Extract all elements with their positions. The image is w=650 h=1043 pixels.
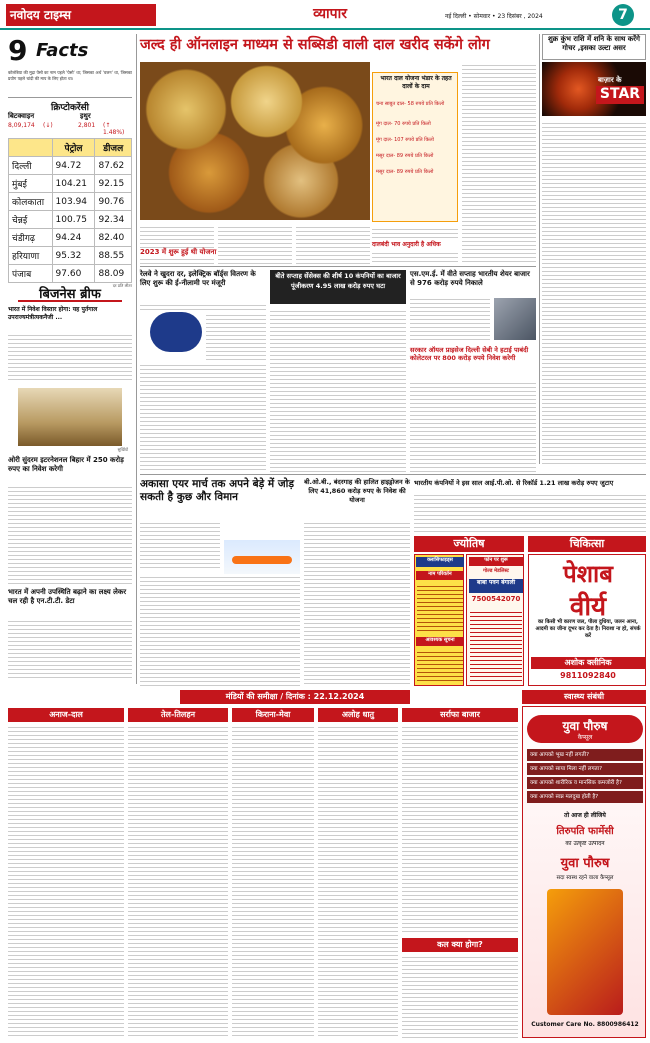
masthead (0, 0, 650, 30)
yuva-product-box (547, 889, 623, 1015)
market-banner: मंडियों की समीक्षा / दिनांक : 22.12.2024 (180, 690, 410, 704)
dal-box (372, 72, 458, 222)
yuva-q3: क्या आपको शारीरिक व मानसिक कमजोरी है? (527, 777, 643, 789)
veerya-word: वीर्य (569, 592, 607, 622)
diesel-cell: 88.09 (95, 265, 132, 283)
table-row (9, 175, 132, 193)
crypto-btc-value: 8,09,174 (8, 122, 35, 129)
star-badge-top: बाज़ार के (598, 76, 622, 84)
sunil-headline: सरकार ऑयल प्राइसेज दिल्ली सेबी ने हटाई पाबंदी कोलेटरल पर 800 करोड़ रुपये निवेश करेगी (410, 346, 529, 362)
page-number: 7 (612, 4, 634, 26)
yuva-sub: कैप्सूल (577, 734, 593, 741)
dal-text-col-1 (140, 224, 214, 264)
dal-text-col-3 (296, 224, 370, 264)
market-col-grocery-text (232, 724, 314, 1038)
name-change-title: नाम परिवर्तन (416, 571, 464, 580)
crypto-box (8, 100, 132, 134)
brief-text-1 (8, 332, 132, 382)
kal-kya-header: कल क्या होगा? (402, 938, 518, 952)
brief-title: बिजनेस ब्रीफ (18, 284, 122, 302)
fuel-header-city (9, 139, 53, 157)
crypto-btc-change: (↓) (43, 122, 53, 129)
yuva-bottom-sub: सदा स्वस्थ रहने वाला कैप्सूल (556, 875, 614, 881)
horoscope-text (542, 120, 646, 464)
baba-text (470, 609, 522, 683)
peshab-word: पेशाब (563, 560, 613, 588)
dal-item-3: मूंग दाल- 107 रुपये प्रति किलो (376, 137, 434, 143)
yuva-title: युवा पौरुष (562, 719, 608, 733)
petrol-cell: 103.94 (52, 193, 95, 211)
table-row (9, 229, 132, 247)
main-headline: जल्द ही ऑनलाइन माध्यम से सब्सिडी वाली दाल खरीद सकेंगे लोग (140, 37, 490, 53)
market-col-oil-header: तेल-तिलहन (128, 708, 228, 722)
city-cell: मुंबई (9, 175, 53, 193)
market-col-metal-header: अलोह धातु (318, 708, 398, 722)
facts-title: Facts (36, 40, 89, 61)
market-col-grocery-header: किराना-मेवा (232, 708, 314, 722)
tirupati-pre: तो आज ही लीजिये (564, 812, 606, 819)
masthead-rule (0, 28, 650, 30)
lost-found-text (417, 649, 463, 683)
lost-found-title: आवश्यक सूचना (416, 637, 464, 646)
railway-text-b (206, 312, 266, 360)
ipo-text (414, 492, 646, 532)
baba-tag: फोन पर शुरू (469, 557, 523, 566)
diesel-cell: 92.15 (95, 175, 132, 193)
railway-text-c (140, 362, 266, 472)
market-col-metal-text (318, 724, 398, 1038)
yuva-bottom: युवा पौरुष (560, 856, 610, 871)
crypto-eth-name: इथुर (80, 112, 91, 120)
facts-number: 9 (8, 34, 28, 67)
petrol-cell: 94.72 (52, 157, 95, 175)
petrol-cell: 95.32 (52, 247, 95, 265)
fuel-price-table (8, 138, 132, 288)
dal-box-title: भारत दाल योजना भंडार के तहत दालों के दाम (380, 75, 452, 90)
facts-box (8, 34, 132, 98)
yuva-q1: क्या आपको भूख नहीं लगती? (527, 749, 643, 761)
kal-kya-text (402, 954, 518, 1038)
tirupati-post: का उत्कृष्ट उत्पादन (565, 840, 605, 847)
brief-headline-3: भारत में अपनी उपस्थिति बढ़ाने का लक्ष्य लेकर चल रही है एन.टी.टी. डेटा (8, 588, 127, 605)
crypto-eth-change: (↑ 1.48%) (103, 122, 125, 136)
clinic-name: अशोक क्लीनिक (531, 657, 645, 669)
city-cell: हरियाणा (9, 247, 53, 265)
dateline: नई दिल्ली • सोमवार • 23 दिसंबर , 2024 (445, 13, 543, 20)
crypto-btc-name: बिटक्वाइन (8, 112, 35, 120)
health-header: स्वास्थ्य संबंधी (522, 690, 646, 704)
table-row (9, 193, 132, 211)
brief-photo (18, 388, 122, 446)
city-cell: कोलकाता (9, 193, 53, 211)
dal-sub-headline-1: 2023 में शुरू हुई थी योजना (140, 248, 260, 258)
divider-middle (140, 474, 646, 475)
dal-item-4: मसूर दाल- 89 रुपये प्रति किलो (376, 153, 434, 159)
section-title: व्यापार (313, 6, 347, 22)
table-row (9, 211, 132, 229)
star-badge-main: STAR (596, 86, 644, 104)
diesel-cell: 92.34 (95, 211, 132, 229)
paper-name: नवोदय टाइम्स (10, 8, 72, 22)
baba-ad (466, 554, 524, 686)
table-row (9, 265, 132, 283)
sensex-headline-box (270, 270, 406, 304)
aviation-text-b (140, 574, 300, 686)
jyotish-header: ज्योतिष (414, 536, 524, 552)
right-column-divider (539, 34, 540, 464)
business-brief (8, 284, 132, 684)
baba-golden: गोल्ड मेडलिस्ट (483, 568, 509, 574)
aviation-headline: अकासा एयर मार्च तक अपने बेड़े में जोड़ सकती है कुछ और विमान (140, 478, 294, 503)
city-cell: चंडीगढ़ (9, 229, 53, 247)
yuva-q2: क्या आपको साया मिला नहीं लगता? (527, 763, 643, 775)
diesel-cell: 82.40 (95, 229, 132, 247)
chikitsa-header: चिकित्सा (528, 536, 646, 552)
diesel-cell: 87.62 (95, 157, 132, 175)
brief-headline-1: भारत में निवेश विस्तार होगा: यह पुर्तगाल उपराज्यमंत्रीत्यकनैजी ... (8, 306, 98, 321)
dal-text-col-5 (462, 62, 536, 264)
classified-text (417, 583, 463, 633)
city-cell: पंजाब (9, 265, 53, 283)
ipo-headline: भारतीय कंपनियों ने इस साल आई.पी.ओ. से रिकॉर्ड 1.21 लाख करोड़ रुपए जुटाए (414, 479, 614, 487)
sensex-text (270, 308, 406, 472)
clinic-phone: 9811092840 (560, 671, 616, 680)
aviation-text-a (140, 520, 220, 570)
brief-photo-caption: सुर्खियों (117, 447, 128, 452)
facts-text: कोलंबिया की मुद्रा पेसो का नाम पहले 'पेसो' था; जिसका अर्थ 'वजन' था, जिसका प्रयोग पहले चांदी की माप के लिए होता था। (8, 70, 132, 81)
brief-headline-2: ओरी सुंदरम इटरनेशनल बिहार में 250 करोड़ रुपए का निवेश करेगी (8, 456, 124, 473)
diesel-cell: 88.55 (95, 247, 132, 265)
classified-ad (414, 554, 464, 686)
market-col-bullion-text (402, 724, 518, 934)
customer-care: Customer Care No. 8800986412 (531, 1021, 639, 1028)
railway-text-a (140, 302, 266, 310)
baba-name: बाबा पवन बंगाली (469, 579, 523, 593)
brief-text-2 (8, 484, 132, 584)
diesel-cell: 90.76 (95, 193, 132, 211)
baba-phone: 7500542070 (471, 595, 521, 603)
market-col-oil-text (128, 724, 228, 1038)
market-col-bullion-header: सर्राफा बाजार (402, 708, 518, 722)
sensex-headline: बीते सप्ताह सेंसेक्स की शीर्ष 10 कंपनियों का बाजार पूंजीकरण 4.95 लाख करोड़ रुपए घटा (275, 272, 401, 290)
market-col-grain-text (8, 724, 124, 1038)
dal-photo (140, 62, 370, 220)
petrol-cell: 104.21 (52, 175, 95, 193)
sme-photo (494, 298, 536, 340)
divider-dal (140, 266, 536, 267)
sme-headline: एस.एम.ई. में वीते सप्ताह भारतीय शेयर बाजार से 976 करोड़ रुपये निकाले (410, 270, 530, 287)
sunil-text (410, 380, 536, 472)
dal-item-2: मूंग दाल- 70 रुपये प्रति किलो (376, 121, 431, 127)
table-row (9, 247, 132, 265)
dal-item-1: चना साबुत दाल- 58 रुपये प्रति किलो (376, 101, 445, 107)
railway-logo (150, 312, 202, 352)
plane-shape (232, 556, 292, 564)
crypto-title: क्रिप्टोकरेंसी (51, 103, 89, 113)
peshab-text: का किसी भी कारण जल, पीला दुधिया, जलन आना, आदमी का जीना दूभर कर देता है। निराशा ना हो, संपर्क करें (535, 619, 641, 639)
horoscope-photo (542, 62, 646, 116)
fuel-header-petrol: पेट्रोल (52, 139, 95, 157)
hdfc-headline: बी.ओ.बी., बंदरगाह की हालित हाइड्रोजन के लिए 41,860 करोड़ रुपए के निवेश की योजना (304, 478, 410, 504)
yuva-ad (522, 706, 646, 1038)
yuva-q4: क्या आपको स्वप्न मलदुख होती है? (527, 791, 643, 803)
fuel-note: दर प्रति लीटर (112, 283, 132, 288)
horoscope-headline: शुक्र कुंभ राशि में शनि के साथ करेंगे गोचर ,इसका उल्टा असर (542, 34, 646, 60)
railway-headline: रेलवे ने खुदरा दर, इलेक्ट्रिक बॉर्ड्स वितरण के लिए शुरू की ई-नीलामी पर मंजूरी (140, 270, 256, 287)
crypto-eth-value: 2,801 (78, 122, 96, 129)
petrol-cell: 97.60 (52, 265, 95, 283)
city-cell: चेन्नई (9, 211, 53, 229)
city-cell: दिल्ली (9, 157, 53, 175)
tirupati-name: तिरुपति फार्मेसी (556, 826, 614, 837)
dal-item-5: मसूर दाल- 89 रुपये प्रति किलो (376, 169, 434, 175)
chikitsa-ad (528, 554, 646, 686)
fuel-header-diesel: डीजल (95, 139, 132, 157)
table-row (9, 157, 132, 175)
sme-text (410, 296, 490, 342)
brief-text-3 (8, 618, 132, 678)
dal-sub-headline-2: दालबंदी भाव अनुदारी है अधिक (372, 240, 460, 250)
petrol-cell: 94.24 (52, 229, 95, 247)
dal-text-col-2 (218, 224, 292, 264)
left-column-divider (136, 34, 137, 684)
petrol-cell: 100.75 (52, 211, 95, 229)
hdfc-text (304, 520, 410, 686)
classified-title: क्लासिफाइड्स (416, 557, 464, 567)
market-col-grain-header: अनाज-दाल (8, 708, 124, 722)
